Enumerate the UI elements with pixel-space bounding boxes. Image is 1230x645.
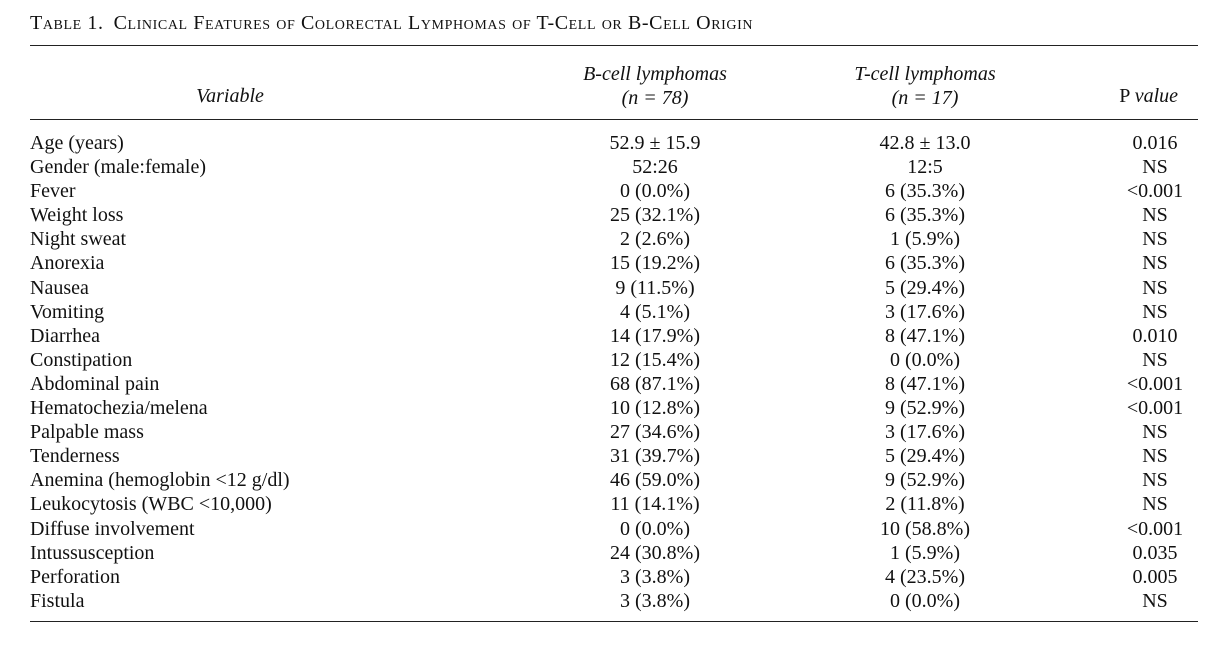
top-rule (30, 45, 1198, 46)
table-row (30, 372, 1198, 396)
cell-tcell: 0 (0.0%) (890, 589, 960, 612)
cell-variable: Intussusception (30, 541, 155, 564)
cell-p-value: NS (1142, 493, 1168, 516)
cell-variable: Perforation (30, 565, 120, 588)
table-title: Clinical Features of Colorectal Lymphomas of T-Cell or B-Cell Origin (113, 12, 754, 34)
cell-p-value: NS (1142, 276, 1168, 299)
cell-tcell: 6 (35.3%) (885, 180, 965, 203)
cell-p-value: 0.035 (1132, 541, 1178, 564)
cell-bcell: 15 (19.2%) (610, 252, 700, 275)
cell-variable: Diffuse involvement (30, 517, 195, 540)
cell-tcell: 42.8 ± 13.0 (879, 132, 971, 154)
cell-p-value: <0.001 (1126, 397, 1184, 420)
header-variable: Variable (196, 85, 264, 107)
cell-p-value: NS (1142, 348, 1168, 371)
cell-tcell: 6 (35.3%) (885, 204, 965, 227)
cell-bcell: 3 (3.8%) (620, 589, 690, 612)
header-tcell-n: (n = 17) (891, 87, 959, 109)
cell-variable: Leukocytosis (WBC <10,000) (30, 493, 272, 516)
table-body (30, 131, 1198, 613)
cell-bcell: 31 (39.7%) (610, 445, 700, 468)
header-rule (30, 119, 1198, 120)
cell-tcell: 9 (52.9%) (885, 469, 965, 492)
header-tcell-title: T-cell lymphomas (854, 63, 996, 85)
cell-p-value: 0.005 (1132, 565, 1178, 588)
cell-p-value: NS (1142, 469, 1168, 492)
cell-tcell: 1 (5.9%) (890, 228, 960, 251)
cell-bcell: 4 (5.1%) (620, 300, 690, 323)
cell-bcell: 25 (32.1%) (610, 204, 700, 227)
bottom-rule (30, 621, 1198, 622)
table-row (30, 227, 1198, 251)
cell-tcell: 5 (29.4%) (885, 276, 965, 299)
cell-variable: Tenderness (30, 445, 120, 468)
table-label: Table 1. (30, 12, 104, 34)
cell-bcell: 0 (0.0%) (620, 180, 690, 203)
table-row (30, 203, 1198, 227)
cell-bcell: 2 (2.6%) (620, 228, 690, 251)
cell-p-value: NS (1142, 204, 1168, 227)
cell-p-value: NS (1142, 252, 1168, 275)
cell-bcell: 52.9 ± 15.9 (609, 132, 701, 154)
table-row (30, 251, 1198, 275)
cell-bcell: 12 (15.4%) (610, 348, 700, 371)
cell-p-value: <0.001 (1126, 517, 1184, 540)
table-row (30, 324, 1198, 348)
cell-p-value: <0.001 (1126, 372, 1184, 395)
cell-bcell: 24 (30.8%) (610, 541, 700, 564)
cell-tcell: 3 (17.6%) (885, 300, 965, 323)
cell-tcell: 8 (47.1%) (885, 324, 965, 347)
cell-tcell: 3 (17.6%) (885, 421, 965, 444)
cell-bcell: 52:26 (632, 156, 678, 179)
cell-bcell: 27 (34.6%) (610, 421, 700, 444)
cell-tcell: 6 (35.3%) (885, 252, 965, 275)
header-tcell (800, 62, 1050, 110)
header-bcell (530, 62, 780, 110)
cell-variable: Night sweat (30, 228, 127, 251)
cell-tcell: 10 (58.8%) (880, 517, 970, 540)
cell-variable: Gender (male:female) (30, 156, 207, 179)
header-p-prefix: P (1119, 85, 1130, 107)
table-row (30, 468, 1198, 492)
cell-tcell: 4 (23.5%) (885, 565, 965, 588)
cell-bcell: 3 (3.8%) (620, 565, 690, 588)
cell-bcell: 10 (12.8%) (610, 397, 700, 420)
cell-p-value: NS (1142, 228, 1168, 251)
cell-bcell: 11 (14.1%) (610, 493, 700, 516)
cell-variable: Anemina (hemoglobin <12 g/dl) (30, 469, 290, 492)
table-row (30, 396, 1198, 420)
cell-tcell: 5 (29.4%) (885, 445, 965, 468)
table-row (30, 589, 1198, 613)
cell-p-value: <0.001 (1126, 180, 1184, 203)
cell-variable: Nausea (30, 276, 89, 299)
table-row (30, 155, 1198, 179)
cell-tcell: 9 (52.9%) (885, 397, 965, 420)
cell-variable: Constipation (30, 348, 133, 371)
header-bcell-n: (n = 78) (621, 87, 689, 109)
cell-variable: Vomiting (30, 300, 105, 323)
cell-variable: Hematochezia/melena (30, 397, 208, 420)
cell-variable: Palpable mass (30, 421, 144, 444)
cell-tcell: 2 (11.8%) (885, 493, 965, 516)
cell-bcell: 14 (17.9%) (610, 324, 700, 347)
cell-variable: Fistula (30, 589, 85, 612)
cell-tcell: 0 (0.0%) (890, 348, 960, 371)
cell-p-value: NS (1142, 156, 1168, 179)
cell-tcell: 12:5 (907, 156, 943, 179)
cell-p-value: NS (1142, 445, 1168, 468)
cell-p-value: 0.016 (1132, 132, 1178, 154)
cell-bcell: 68 (87.1%) (610, 372, 700, 395)
table-row (30, 276, 1198, 300)
table-row (30, 300, 1198, 324)
cell-bcell: 9 (11.5%) (615, 276, 695, 299)
cell-variable: Abdominal pain (30, 372, 160, 395)
table-row (30, 444, 1198, 468)
table-row (30, 420, 1198, 444)
table-caption (30, 12, 753, 35)
cell-tcell: 8 (47.1%) (885, 372, 965, 395)
cell-bcell: 0 (0.0%) (620, 517, 690, 540)
header-bcell-title: B-cell lymphomas (583, 63, 727, 85)
cell-variable: Fever (30, 180, 76, 203)
cell-variable: Weight loss (30, 204, 124, 227)
table-row (30, 348, 1198, 372)
table-row (30, 565, 1198, 589)
cell-variable: Diarrhea (30, 324, 100, 347)
table-row (30, 131, 1198, 155)
cell-p-value: NS (1142, 589, 1168, 612)
header-p-suffix: value (1134, 85, 1178, 107)
table-row (30, 492, 1198, 516)
cell-p-value: NS (1142, 300, 1168, 323)
table-row (30, 517, 1198, 541)
cell-p-value: NS (1142, 421, 1168, 444)
cell-variable: Age (years) (30, 132, 124, 154)
cell-variable: Anorexia (30, 252, 105, 275)
cell-tcell: 1 (5.9%) (890, 541, 960, 564)
table-row (30, 179, 1198, 203)
cell-p-value: 0.010 (1132, 324, 1178, 347)
header-p-value (1090, 84, 1200, 108)
cell-bcell: 46 (59.0%) (610, 469, 700, 492)
table-row (30, 541, 1198, 565)
